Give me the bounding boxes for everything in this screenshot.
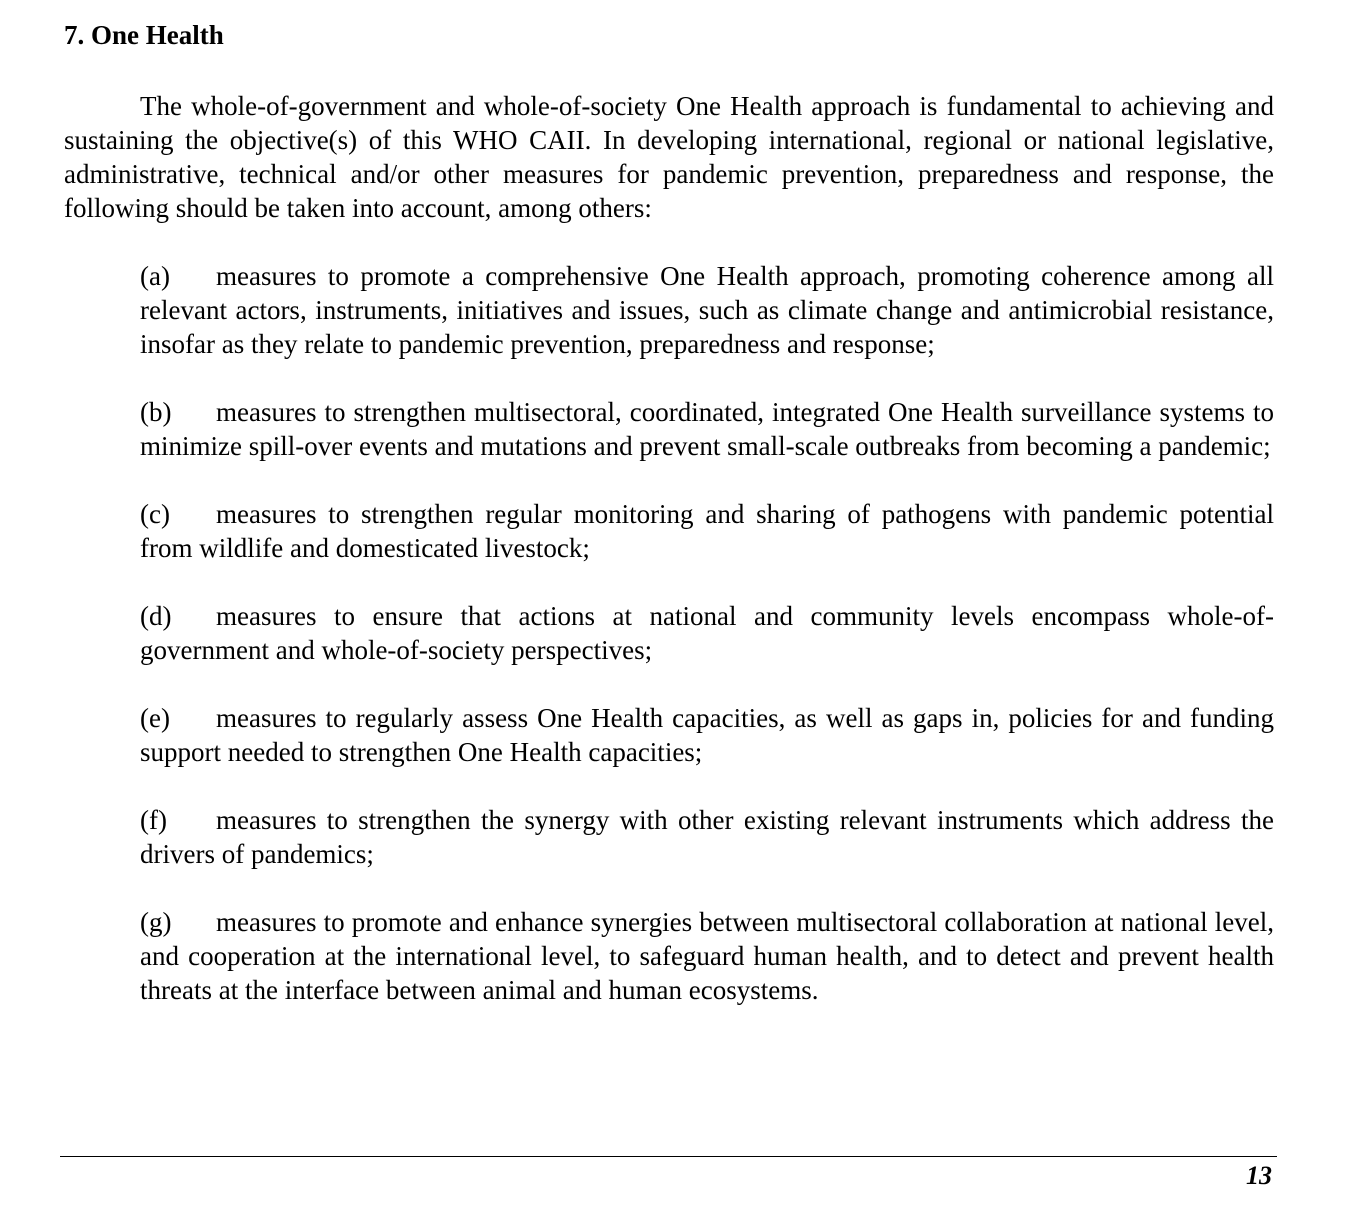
item-marker: (g) — [140, 907, 172, 937]
item-marker: (e) — [140, 703, 170, 733]
page-number: 13 — [1246, 1161, 1272, 1190]
list-item — [140, 395, 1274, 463]
intro-paragraph: The whole-of-government and whole-of-society One Health approach is fundamental to achieving and sustaining the objective(s) of this WHO CAII. In developing international, regional or national legislative, administrative, technical and/or other measures for pandemic prevention, preparedness and response, the following should be taken into account, among others: — [64, 91, 1274, 223]
list-item — [140, 259, 1274, 361]
item-text: measures to promote and enhance synergies between multisectoral collaboration at national level, and cooperation at the international level, to safeguard human health, and to detect and prevent health threats at the interface between animal and human ecosystems. — [140, 907, 1274, 1005]
item-marker: (c) — [140, 499, 170, 529]
list-item — [140, 905, 1274, 1007]
footer-divider — [60, 1156, 1277, 1157]
item-text: measures to strengthen the synergy with other existing relevant instruments which address the drivers of pandemics; — [140, 805, 1274, 869]
item-marker: (a) — [140, 261, 170, 291]
list-item — [140, 599, 1274, 667]
measures-list — [140, 259, 1274, 1007]
list-item — [140, 701, 1274, 769]
item-text: measures to regularly assess One Health capacities, as well as gaps in, policies for and funding support needed to strengthen One Health capacities; — [140, 703, 1274, 767]
item-marker: (b) — [140, 397, 172, 427]
list-item — [140, 497, 1274, 565]
item-text: measures to promote a comprehensive One Health approach, promoting coherence among all relevant actors, instruments, initiatives and issues, such as climate change and antimicrobial resistance, insofar as they relate to pandemic prevention, preparedness and response; — [140, 261, 1274, 359]
item-marker: (f) — [140, 805, 167, 835]
list-item — [140, 803, 1274, 871]
item-text: measures to strengthen regular monitoring and sharing of pathogens with pandemic potential from wildlife and domesticated livestock; — [140, 499, 1274, 563]
document-page — [64, 18, 1274, 1041]
item-text: measures to strengthen multisectoral, coordinated, integrated One Health surveillance systems to minimize spill-over events and mutations and prevent small-scale outbreaks from becoming a pandemic; — [140, 397, 1274, 461]
item-text: measures to ensure that actions at national and community levels encompass whole-of-government and whole-of-society perspectives; — [140, 601, 1274, 665]
item-marker: (d) — [140, 601, 172, 631]
section-heading: 7. One Health — [64, 20, 224, 50]
